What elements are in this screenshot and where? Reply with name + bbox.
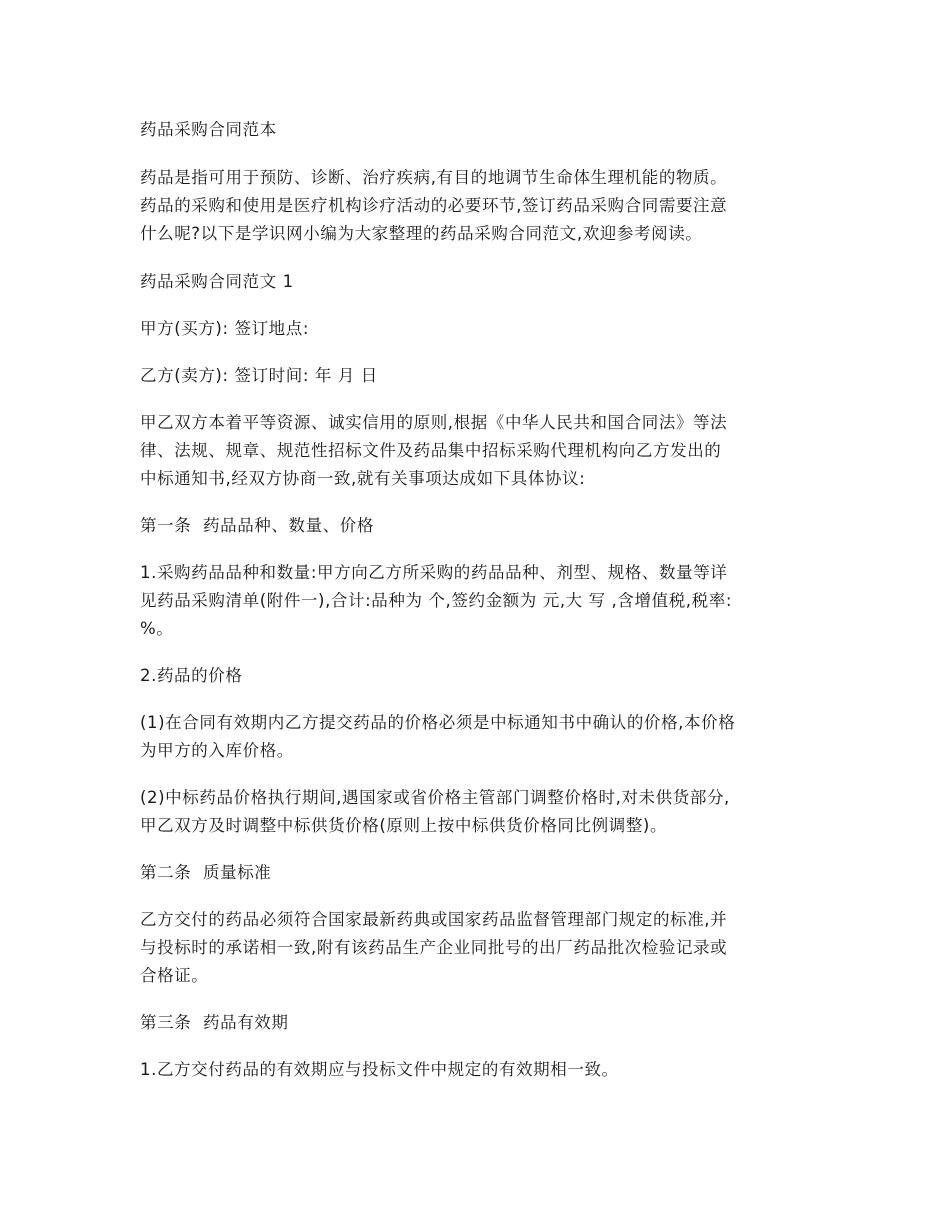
article-line: 合格证。 [140, 966, 209, 985]
article-1-item-1 [140, 559, 820, 643]
article-heading-text: 第二条 质量标准 [140, 863, 272, 882]
article-3-item-1 [140, 1056, 820, 1084]
article-line: (2)中标药品价格执行期间,遇国家或省价格主管部门调整价格时,对未供货部分, [140, 788, 730, 807]
party-b-text: 乙方(卖方): 签订时间: 年 月 日 [140, 366, 378, 385]
party-a-text: 甲方(买方): 签订地点: [140, 319, 310, 338]
article-line: 1.乙方交付药品的有效期应与投标文件中规定的有效期相一致。 [140, 1060, 619, 1079]
article-line: %。 [140, 619, 174, 638]
document-page [140, 116, 820, 1103]
preamble-line: 律、法规、规章、规范性招标文件及药品集中招标采购代理机构向乙方发出的 [140, 441, 722, 460]
document-title [140, 116, 820, 144]
preamble-line: 甲乙双方本着平等资源、诚实信用的原则,根据《中华人民共和国合同法》等法 [140, 413, 728, 432]
party-a-line [140, 315, 820, 343]
article-heading-text: 第三条 药品有效期 [140, 1013, 289, 1032]
article-3-heading [140, 1009, 820, 1037]
article-line: 2.药品的价格 [140, 666, 243, 685]
intro-line: 药品的采购和使用是医疗机构诊疗活动的必要环节,签订药品采购合同需要注意 [140, 196, 728, 215]
article-line: 1.采购药品品种和数量:甲方向乙方所采购的药品品种、剂型、规格、数量等详 [140, 563, 728, 582]
article-line: 为甲方的入库价格。 [140, 741, 294, 760]
intro-line: 什么呢?以下是学识网小编为大家整理的药品采购合同范文,欢迎参考阅读。 [140, 224, 703, 243]
article-1-item-2-1 [140, 709, 820, 765]
article-line: 与投标时的承诺相一致,附有该药品生产企业同批号的出厂药品批次检验记录或 [140, 938, 728, 957]
subtitle-line: 药品采购合同范文 1 [140, 272, 294, 291]
party-b-line [140, 362, 820, 390]
article-2-body [140, 906, 820, 990]
article-line: 乙方交付的药品必须符合国家最新药典或国家药品监督管理部门规定的标准,并 [140, 910, 728, 929]
article-1-item-2-2 [140, 784, 820, 840]
intro-line: 药品是指可用于预防、诊断、治疗疾病,有目的地调节生命体生理机能的物质。 [140, 168, 728, 187]
title-line: 药品采购合同范本 [140, 120, 277, 139]
article-line: 见药品采购清单(附件一),合计:品种为 个,签约金额为 元,大 写 ,含增值税,税率: [140, 591, 732, 610]
article-2-heading [140, 859, 820, 887]
preamble-line: 中标通知书,经双方协商一致,就有关事项达成如下具体协议: [140, 469, 586, 488]
contract-subtitle [140, 268, 820, 296]
article-line: (1)在合同有效期内乙方提交药品的价格必须是中标通知书中确认的价格,本价格 [140, 713, 736, 732]
article-1-item-2 [140, 662, 820, 690]
article-1-heading [140, 512, 820, 540]
intro-paragraph [140, 164, 820, 248]
article-line: 甲乙双方及时调整中标供货价格(原则上按中标供货价格同比例调整)。 [140, 816, 668, 835]
preamble-paragraph [140, 409, 820, 493]
article-heading-text: 第一条 药品品种、数量、价格 [140, 516, 374, 535]
